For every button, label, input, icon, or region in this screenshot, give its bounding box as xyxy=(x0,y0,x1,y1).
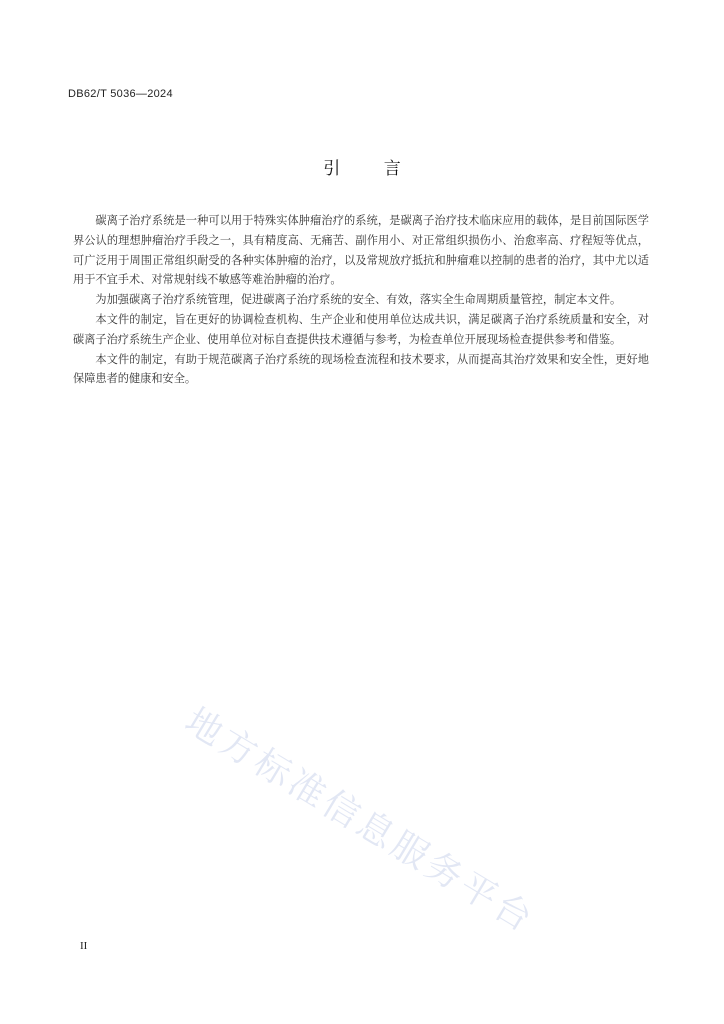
paragraph-3: 本文件的制定，旨在更好的协调检查机构、生产企业和使用单位达成共识，满足碳离子治疗系统质量和安全，对碳离子治疗系统生产企业、使用单位对标自查提供技术遵循与参考，为检查单位开展现场检查提供参考和借鉴。 xyxy=(73,312,649,346)
paragraph-1: 碳离子治疗系统是一种可以用于特殊实体肿瘤治疗的系统，是碳离子治疗技术临床应用的载体，是目前国际医学界公认的理想肿瘤治疗手段之一，具有精度高、无痛苦、副作用小、对正常组织损伤小、治愈率高、疗程短等优点，可广泛用于周围正常组织耐受的各种实体肿瘤的治疗，以及常规放疗抵抗和肿瘤难以控制的患者的治疗，其中尤以适用于不宜手术、对常规射线不敏感等难治肿瘤的治疗。 xyxy=(73,214,649,287)
page-title: 引 言 xyxy=(323,159,401,179)
paragraph-2: 为加强碳离子治疗系统管理，促进碳离子治疗系统的安全、有效，落实全生命周期质量管控，制定本文件。 xyxy=(95,293,622,307)
document-code: DB62/T 5036—2024 xyxy=(68,88,173,100)
body-text xyxy=(73,211,649,389)
paragraph-4: 本文件的制定，有助于规范碳离子治疗系统的现场检查流程和技术要求，从而提高其治疗效果和安全性，更好地保障患者的健康和安全。 xyxy=(73,352,649,386)
page-number: II xyxy=(80,940,88,952)
watermark: 地方标准信息服务平台 xyxy=(177,700,542,942)
